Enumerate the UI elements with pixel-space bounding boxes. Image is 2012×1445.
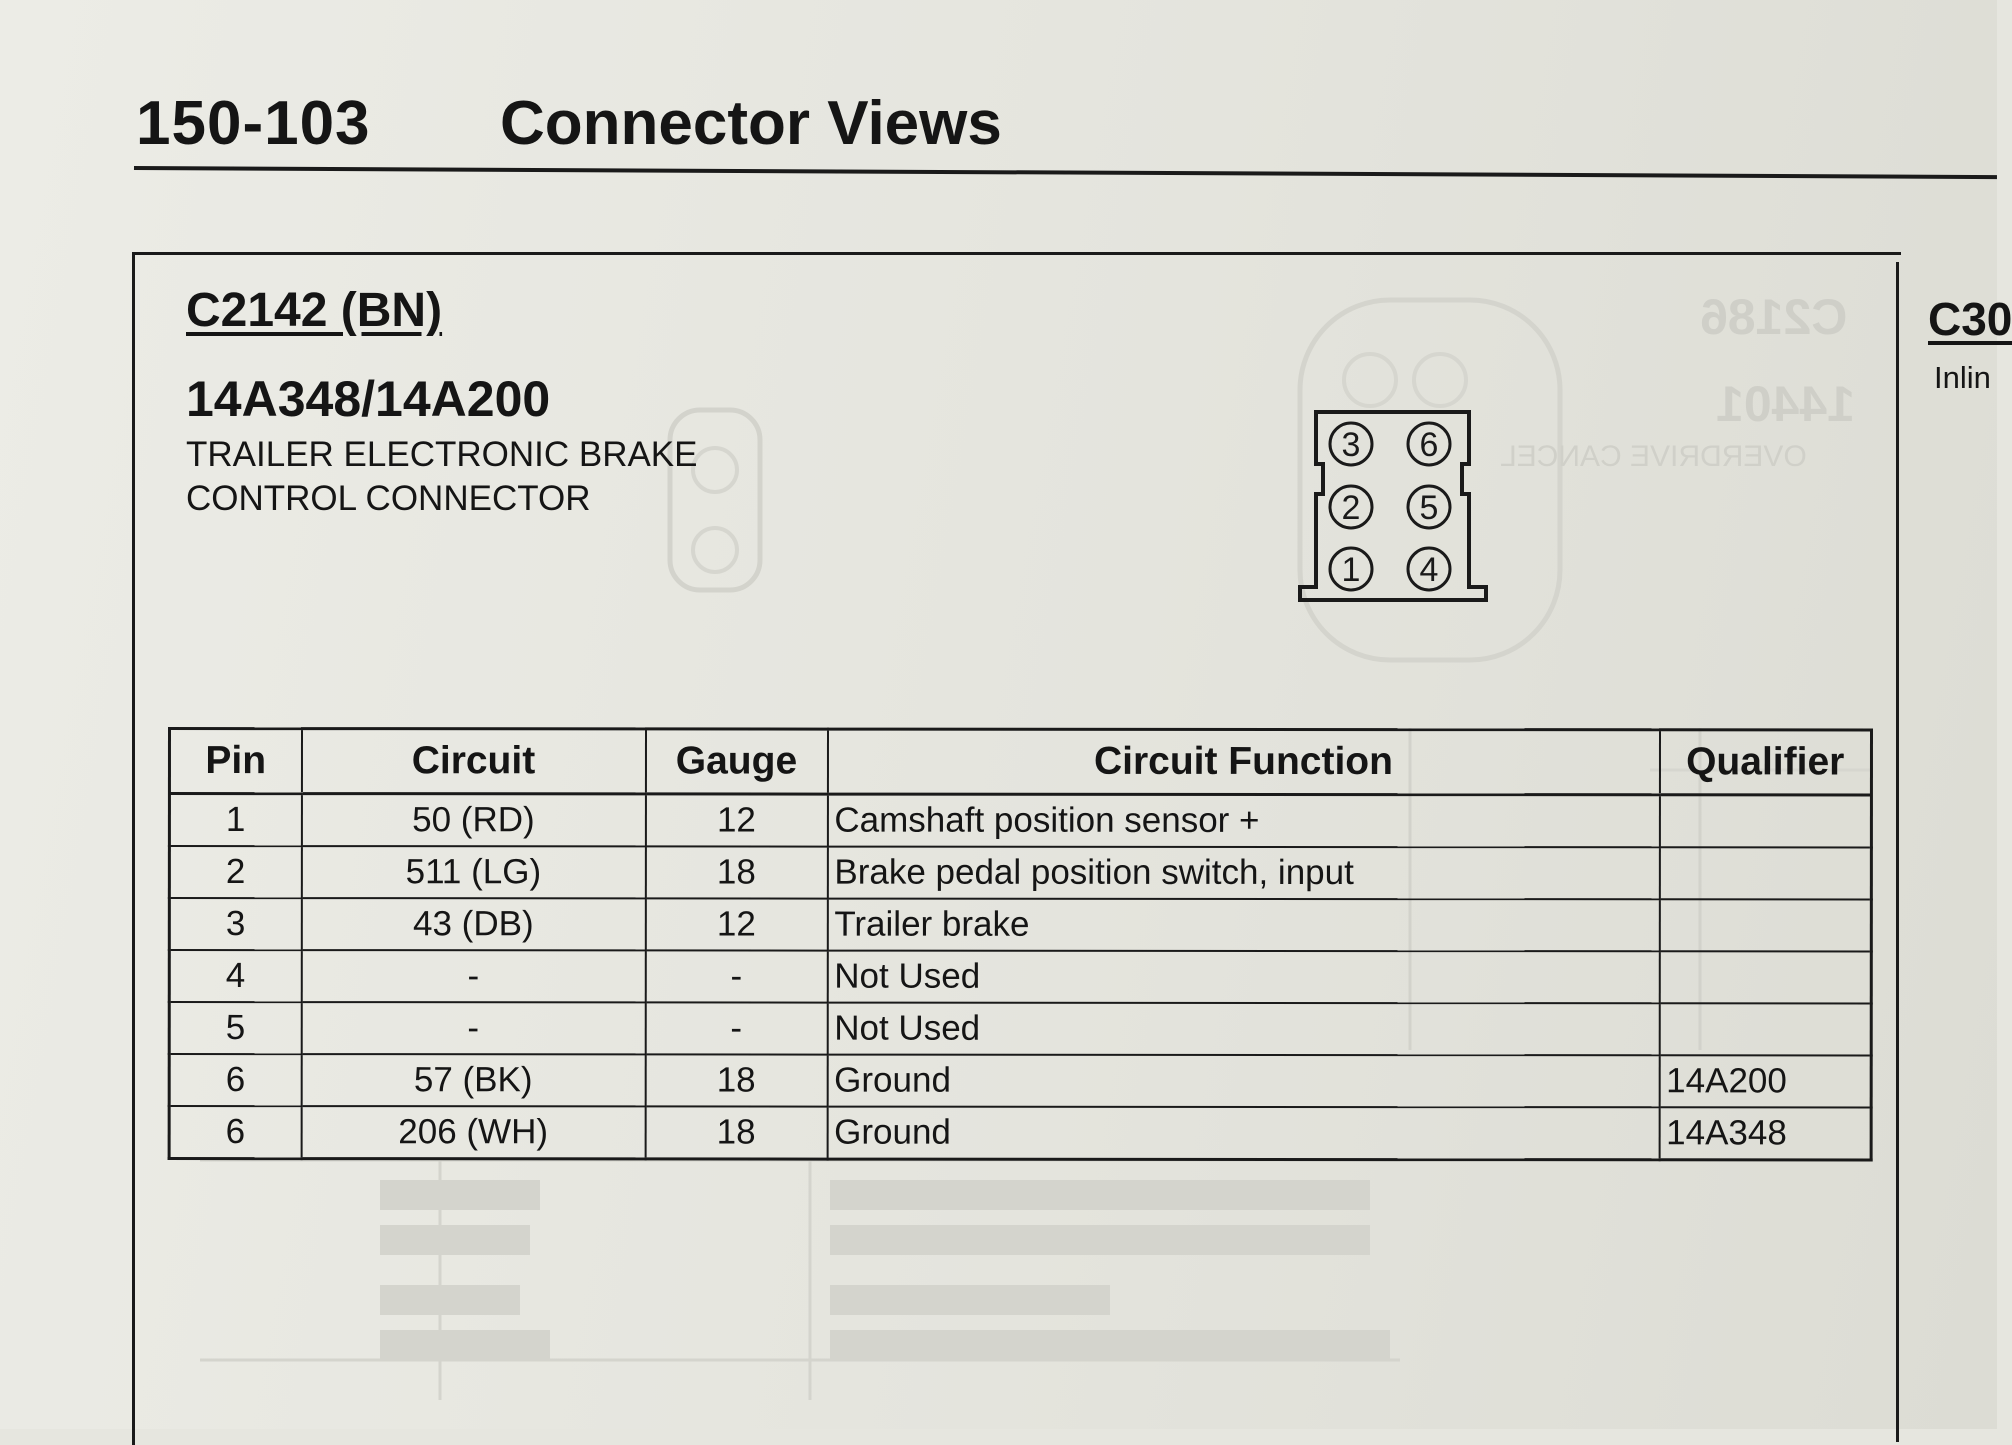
column-divider xyxy=(1896,262,1899,1442)
cell-circuit: 43 (DB) xyxy=(301,898,645,950)
cell-gauge: 18 xyxy=(645,1106,827,1159)
connector-pins xyxy=(1330,423,1450,590)
section-number: 150-103 xyxy=(136,89,371,158)
table-row xyxy=(169,1054,1871,1107)
cell-gauge: - xyxy=(645,950,827,1002)
page-title: Connector Views xyxy=(500,89,1002,158)
pin-label-3: 3 xyxy=(1341,426,1361,464)
cell-circuit: 206 (WH) xyxy=(301,1106,645,1159)
bleed-through-connector-id: C2186 xyxy=(1700,289,1848,345)
connector-part-number: 14A348/14A200 xyxy=(186,371,551,427)
cell-function: Brake pedal position switch, input xyxy=(827,847,1659,900)
header-divider xyxy=(134,166,1997,179)
cell-qualifier: 14A200 xyxy=(1659,1055,1871,1107)
table-header-row xyxy=(169,729,1871,795)
connector-description-line-1: TRAILER ELECTRONIC BRAKE xyxy=(186,435,698,474)
pin-label-2: 2 xyxy=(1341,489,1361,527)
cell-circuit: 511 (LG) xyxy=(301,846,645,898)
cell-pin: 2 xyxy=(169,846,301,898)
cell-gauge: 12 xyxy=(645,898,827,950)
cell-qualifier: 14A348 xyxy=(1659,1107,1871,1160)
cell-qualifier xyxy=(1659,847,1871,899)
next-connector-subtitle: Inlin xyxy=(1934,360,1991,395)
table-row xyxy=(169,846,1871,899)
table-row xyxy=(169,1002,1871,1055)
pin-label-1: 1 xyxy=(1341,551,1361,589)
cell-pin: 3 xyxy=(169,898,301,950)
column-header-circuit-function: Circuit Function xyxy=(827,729,1659,795)
cell-gauge: 18 xyxy=(645,1054,827,1106)
connector-face-diagram xyxy=(1296,404,1496,614)
cell-circuit: 50 (RD) xyxy=(301,794,645,847)
cell-pin: 6 xyxy=(169,1106,301,1159)
column-header-circuit: Circuit xyxy=(301,729,645,794)
bleed-through-description: OVERDRIVE CANCEL xyxy=(1500,440,1807,473)
connector-housing xyxy=(1300,412,1486,600)
cell-pin: 1 xyxy=(169,794,301,847)
cell-function: Ground xyxy=(827,1107,1659,1160)
pin-label-5: 5 xyxy=(1419,489,1439,527)
cell-pin: 4 xyxy=(169,950,301,1002)
cell-gauge: - xyxy=(645,1002,827,1054)
pin-label-4: 4 xyxy=(1419,551,1439,589)
table-row xyxy=(169,1106,1871,1160)
next-connector-id: C30 xyxy=(1928,293,2012,345)
column-header-gauge: Gauge xyxy=(645,729,827,794)
cell-qualifier xyxy=(1659,899,1871,951)
connector-id: C2142 (BN) xyxy=(186,284,443,337)
cell-qualifier xyxy=(1659,795,1871,848)
pinout-table xyxy=(168,727,1873,1161)
table-row xyxy=(169,950,1871,1003)
table-row xyxy=(169,794,1871,848)
bleed-through-part-number: 14401 xyxy=(1716,376,1856,432)
cell-circuit: - xyxy=(301,1002,645,1054)
cell-function: Trailer brake xyxy=(827,899,1659,952)
table-row xyxy=(169,898,1871,951)
cell-qualifier xyxy=(1659,1003,1871,1055)
cell-pin: 6 xyxy=(169,1054,301,1106)
connector-description xyxy=(186,433,806,521)
cell-gauge: 12 xyxy=(645,794,827,847)
cell-circuit: 57 (BK) xyxy=(301,1054,645,1106)
pin-label-6: 6 xyxy=(1419,426,1439,464)
cell-qualifier xyxy=(1659,951,1871,1003)
cell-pin: 5 xyxy=(169,1002,301,1054)
cell-function: Not Used xyxy=(827,1003,1659,1056)
cell-function: Camshaft position sensor + xyxy=(827,794,1659,847)
cell-function: Not Used xyxy=(827,951,1659,1004)
cell-circuit: - xyxy=(301,950,645,1002)
connector-description-line-2: CONTROL CONNECTOR xyxy=(186,479,591,518)
column-header-pin: Pin xyxy=(169,729,301,794)
cell-gauge: 18 xyxy=(645,846,827,898)
cell-function: Ground xyxy=(827,1055,1659,1108)
column-header-qualifier: Qualifier xyxy=(1659,730,1871,795)
